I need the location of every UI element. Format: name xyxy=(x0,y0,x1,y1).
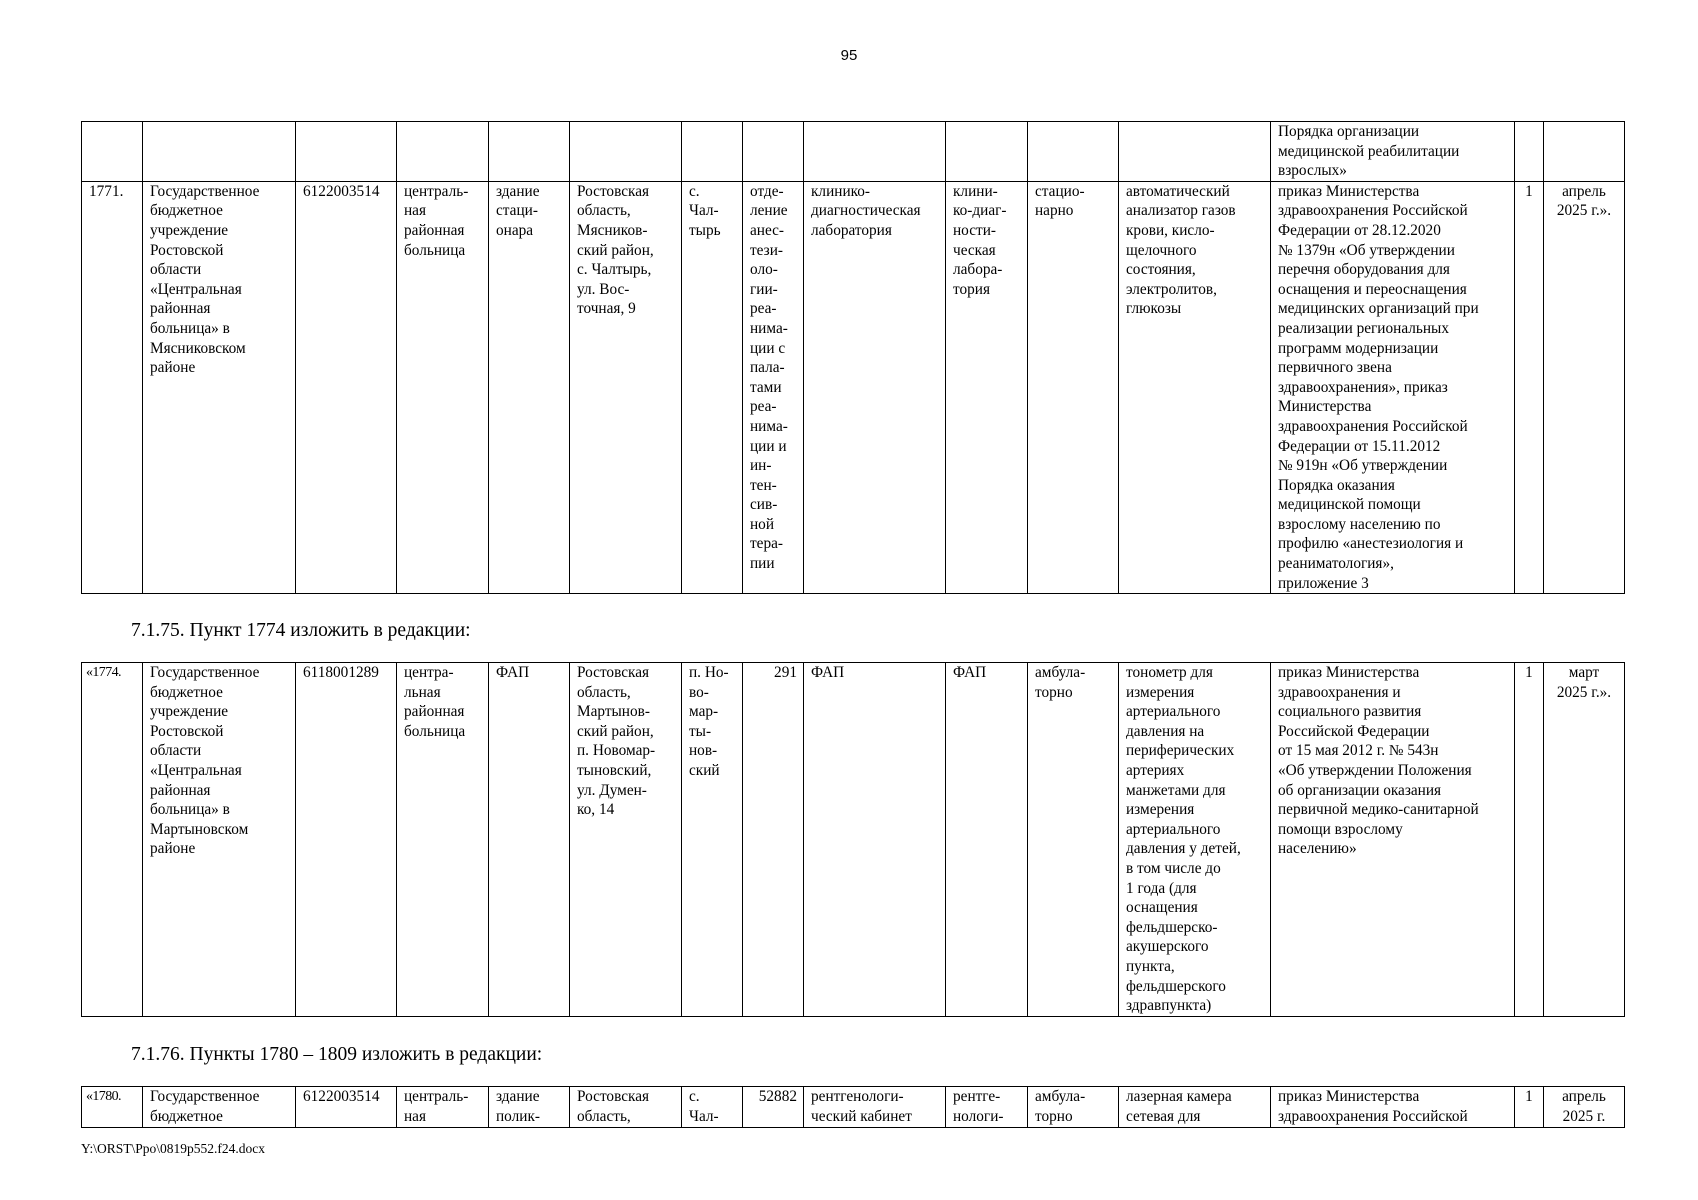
cell-locality: с. Чал- тырь xyxy=(682,181,743,593)
cell-address xyxy=(570,122,682,182)
table-row xyxy=(82,181,1625,593)
cell-cabinet: ФАП xyxy=(804,663,946,1017)
cell-mode xyxy=(1028,122,1119,182)
table-row-fragment xyxy=(82,122,1625,182)
cell-org: Государственное бюджетное учреждение Ростовской области «Центральная районная больница» в Мясниковском районе xyxy=(143,181,296,593)
cell-inn: 6122003514 xyxy=(296,181,397,593)
cell-mode: амбула- торно xyxy=(1028,663,1119,1017)
cell-address: Ростовская область, xyxy=(570,1087,682,1128)
cell-qty: 1 xyxy=(1515,1087,1544,1128)
cell-inn: 6122003514 xyxy=(296,1087,397,1128)
cell-inn xyxy=(296,122,397,182)
page-number: 95 xyxy=(840,47,858,64)
cell-law: приказ Министерства здравоохранения Российской xyxy=(1271,1087,1515,1128)
cell-locality: п. Но- во- мар- ты- нов- ский xyxy=(682,663,743,1017)
cell-type: централь- ная xyxy=(397,1087,489,1128)
cell-equipment: лазерная камера сетевая для xyxy=(1119,1087,1271,1128)
table-row xyxy=(82,1087,1625,1128)
cell-building: ФАП xyxy=(489,663,570,1017)
cell-mode: стацио- нарно xyxy=(1028,181,1119,593)
cell-org: Государственное бюджетное учреждение Ростовской области «Центральная районная больница» в Мартыновском районе xyxy=(143,663,296,1017)
cell-building: здание полик- xyxy=(489,1087,570,1128)
cell-date xyxy=(1544,122,1625,182)
cell-inn: 6118001289 xyxy=(296,663,397,1017)
cell-equipment: тонометр для измерения артериального давления на периферических артериях манжетами для измерения артериального давления у детей, в том числе до 1 года (для оснащения фельдшерско- акушерского пункта, фельдшерского здравпункта) xyxy=(1119,663,1271,1017)
cell-dept xyxy=(743,122,804,182)
cell-dept: отде- ление анес- тези- оло- гии- реа- нима- ции с пала- тами реа- нима- ции и ин- тен- сив- ной тера- пии xyxy=(743,181,804,593)
cell-type: центра- льная районная больница xyxy=(397,663,489,1017)
cell-building xyxy=(489,122,570,182)
cell-equipment xyxy=(1119,122,1271,182)
file-path-footer: Y:\ORST\Ppo\0819p552.f24.docx xyxy=(81,1141,266,1156)
cell-num: 1771. xyxy=(82,181,143,593)
table-row xyxy=(82,663,1625,1017)
cell-qty xyxy=(1515,122,1544,182)
cell-qty: 1 xyxy=(1515,663,1544,1017)
register-table-3 xyxy=(81,1086,1625,1128)
cell-unit xyxy=(946,122,1028,182)
cell-law: приказ Министерства здравоохранения Российской Федерации от 28.12.2020 № 1379н «Об утверждении перечня оборудования для оснащения и переоснащения медицинских организаций при реализации региональных программ модернизации первичного звена здравоохранения», приказ Министерства здравоохранения Российской Федерации от 15.11.2012 № 919н «Об утверждении Порядка оказания медицинской помощи взрослому населению по профилю «анестезиология и реаниматология», приложение 3 xyxy=(1271,181,1515,593)
cell-locality: с. Чал- xyxy=(682,1087,743,1128)
amendment-paragraph-1775: 7.1.75. Пункт 1774 изложить в редакции: xyxy=(131,620,471,641)
cell-date: апрель 2025 г. xyxy=(1544,1087,1625,1128)
cell-cabinet xyxy=(804,122,946,182)
register-table-2 xyxy=(81,662,1625,1017)
cell-dept: 291 xyxy=(743,663,804,1017)
cell-num: «1780. xyxy=(82,1087,143,1128)
register-table-1 xyxy=(81,121,1625,594)
cell-building: здание стаци- онара xyxy=(489,181,570,593)
cell-num xyxy=(82,122,143,182)
cell-locality xyxy=(682,122,743,182)
cell-unit: клини- ко-диаг- ности- ческая лабора- тория xyxy=(946,181,1028,593)
cell-address: Ростовская область, Мартынов- ский район, п. Новомар- тыновский, ул. Думен- ко, 14 xyxy=(570,663,682,1017)
cell-type xyxy=(397,122,489,182)
cell-cabinet: рентгенологи- ческий кабинет xyxy=(804,1087,946,1128)
cell-law: Порядка организации медицинской реабилитации взрослых» xyxy=(1271,122,1515,182)
cell-law: приказ Министерства здравоохранения и социального развития Российской Федерации от 15 мая 2012 г. № 543н «Об утверждении Положения об организации оказания первичной медико-санитарной помощи взрослому населению» xyxy=(1271,663,1515,1017)
cell-date: март 2025 г.». xyxy=(1544,663,1625,1017)
cell-type: централь- ная районная больница xyxy=(397,181,489,593)
cell-address: Ростовская область, Мясников- ский район, с. Чалтырь, ул. Вос- точная, 9 xyxy=(570,181,682,593)
cell-org xyxy=(143,122,296,182)
cell-equipment: автоматический анализатор газов крови, кисло- щелочного состояния, электролитов, глюкозы xyxy=(1119,181,1271,593)
cell-org: Государственное бюджетное xyxy=(143,1087,296,1128)
cell-mode: амбула- торно xyxy=(1028,1087,1119,1128)
cell-dept: 52882 xyxy=(743,1087,804,1128)
amendment-paragraph-1776: 7.1.76. Пункты 1780 – 1809 изложить в редакции: xyxy=(131,1044,543,1065)
cell-unit: рентге- нологи- xyxy=(946,1087,1028,1128)
cell-qty: 1 xyxy=(1515,181,1544,593)
cell-unit: ФАП xyxy=(946,663,1028,1017)
cell-cabinet: клинико- диагностическая лаборатория xyxy=(804,181,946,593)
cell-date: апрель 2025 г.». xyxy=(1544,181,1625,593)
cell-num: «1774. xyxy=(82,663,143,1017)
